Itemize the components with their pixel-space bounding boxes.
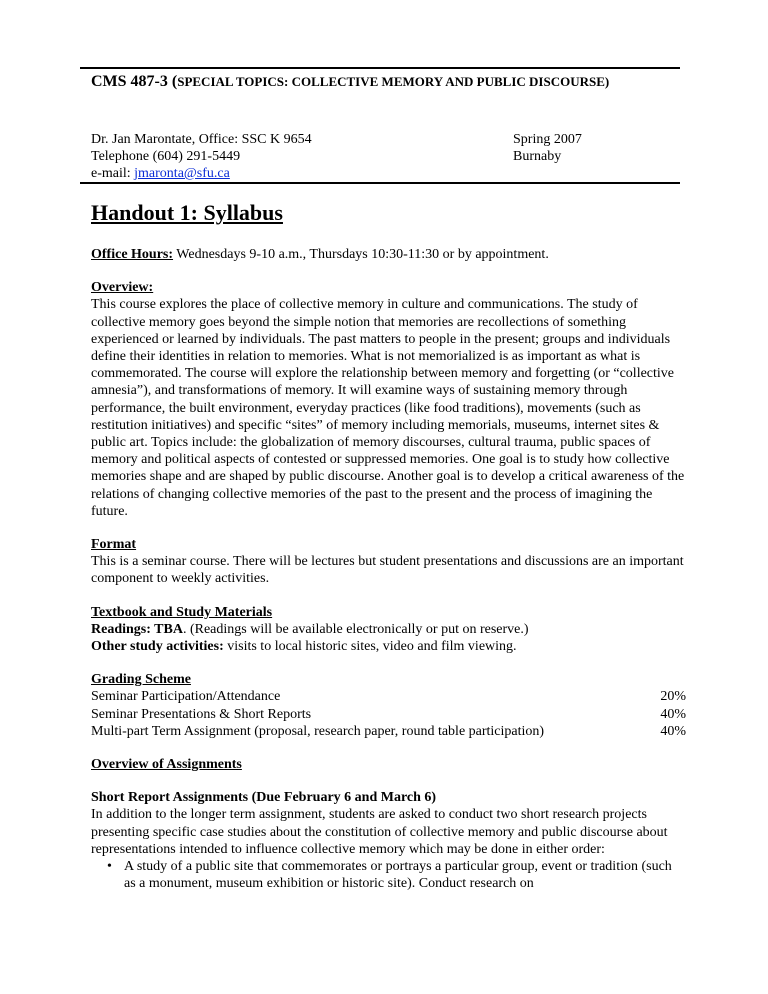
grading-row [91, 688, 686, 705]
office-hours [91, 246, 686, 263]
grading-weight: 20% [660, 689, 686, 705]
header-top-rule [80, 67, 680, 69]
document-body [91, 246, 686, 893]
grading-item: Seminar Presentations & Short Reports [91, 706, 312, 722]
other-activities-label: Other study activities: [91, 639, 224, 655]
office-hours-label: Office Hours: [91, 247, 174, 262]
overview-text: This course explores the place of collective memory in culture and communications. The study of collective memory goes beyond the simple notion that memories are recollections of something experienced or learned by individuals. The past matters to people in the present; groups and individuals define their identities in relation to memories. What is not memorialized is as important as what is commemorated. The course will explore the relationship between memory and forgetting (or “collective amnesia”), and transformations of memory. It will examine ways of sustaining memory through performance, the built environment, everyday practices (like food traditions), movements (such as restitution initiatives) and specific “sites” of memory including memorials, museums, internet sites & public art. Topics include: the globalization of memory discourses, cultural trauma, public spaces of memory and political aspects of contested or suppressed memories. One goal is to study how collective memories shape and are shaped by public discourse. Another goal is to develop a critical awareness of the relations of changing collective memories of the past to the present and the process of imagining the future. [91, 297, 685, 519]
handout-title: Handout 1: Syllabus [91, 200, 283, 225]
course-subtitle: SPECIAL TOPICS: COLLECTIVE MEMORY AND PUBLIC DISCOURSE) [177, 74, 610, 89]
grading-row [91, 706, 686, 723]
list-item [107, 858, 686, 892]
bullet-icon: • [107, 859, 112, 875]
readings-line [91, 621, 686, 638]
telephone-line: Telephone (604) 291-5449 [91, 149, 241, 164]
term-info [513, 131, 582, 165]
format-heading: Format [91, 537, 137, 553]
instructor-line: Dr. Jan Marontate, Office: SSC K 9654 [91, 132, 312, 147]
course-code: CMS 487-3 ( [91, 73, 178, 90]
textbook-heading: Textbook and Study Materials [91, 604, 273, 620]
grading-item: Seminar Participation/Attendance [91, 689, 281, 705]
term: Spring 2007 [513, 132, 582, 147]
list-item-text: A study of a public site that commemorates or portrays a particular group, event or tradition (such as a monument, museum exhibition or historic site). Conduct research on [124, 859, 672, 892]
grading-row [91, 723, 686, 740]
course-title [91, 72, 651, 92]
readings-label: Readings: TBA [91, 621, 183, 637]
grading-weight: 40% [660, 706, 686, 722]
email-link[interactable]: jmaronta@sfu.ca [134, 166, 230, 181]
other-activities-line [91, 638, 686, 655]
readings-text: . (Readings will be available electronically or put on reserve.) [182, 621, 529, 637]
assignments-heading: Overview of Assignments [91, 757, 242, 773]
overview-heading: Overview: [91, 280, 154, 296]
office-hours-text: Wednesdays 9-10 a.m., Thursdays 10:30-11:30 or by appointment. [173, 247, 549, 262]
short-report-heading: Short Report Assignments (Due February 6 and March 6) [91, 790, 437, 806]
grading-weight: 40% [660, 723, 686, 739]
header-bottom-rule [80, 182, 680, 184]
email-label: e-mail: [91, 166, 135, 181]
short-report-text: In addition to the longer term assignment, students are asked to conduct two short research projects presenting specific case studies about the constitution of collective memory and public discourse about representations intended to influence collective memory which may be done in either order: [91, 807, 668, 857]
instructor-contact [91, 131, 312, 182]
grading-item: Multi-part Term Assignment (proposal, research paper, round table participation) [91, 723, 545, 739]
assignment-list [91, 858, 686, 892]
email-line [91, 165, 312, 182]
other-activities-text: visits to local historic sites, video and film viewing. [223, 639, 517, 655]
campus: Burnaby [513, 149, 562, 164]
format-text: This is a seminar course. There will be lectures but student presentations and discussions are an important component to weekly activities. [91, 554, 684, 587]
grading-heading: Grading Scheme [91, 672, 191, 688]
